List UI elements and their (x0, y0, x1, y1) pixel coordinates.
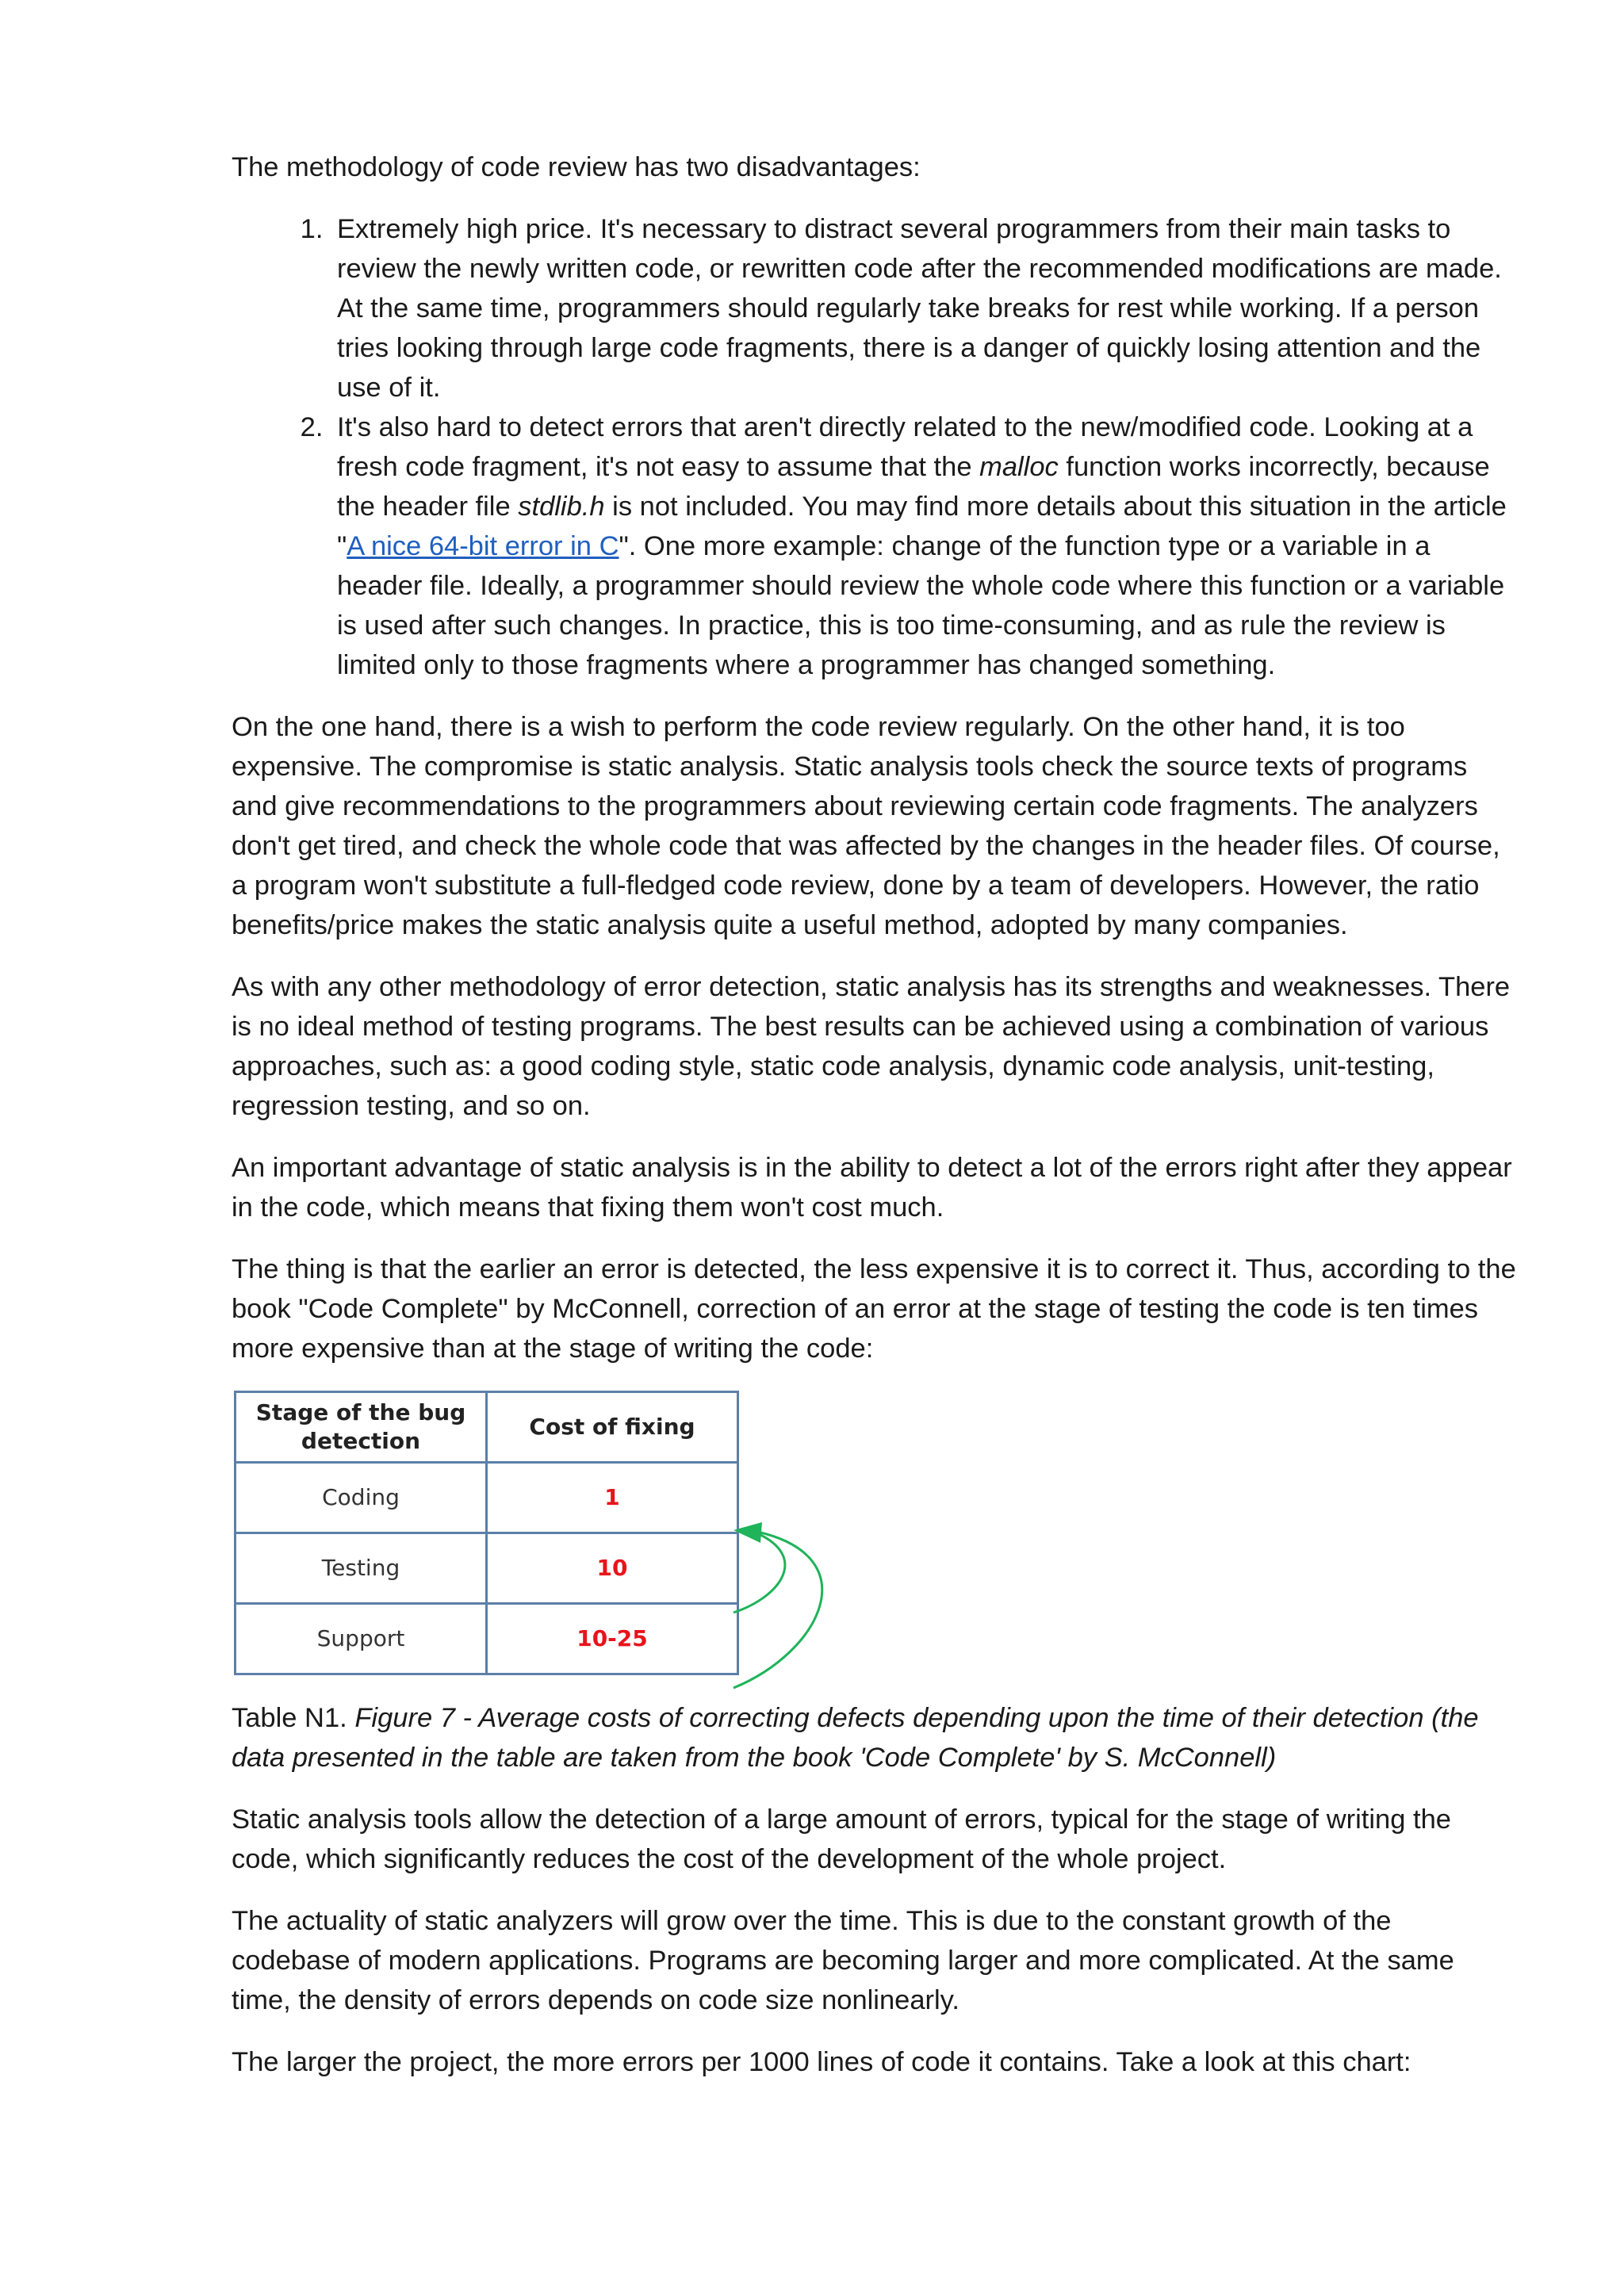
cost-cell: 1 (487, 1463, 738, 1533)
list-text: It's also hard to detect errors that aren't directly related to the new/modified code. Looking at a fresh code fragment, it's not easy to assume that the (337, 412, 1473, 482)
header-cost: Cost of fixing (487, 1392, 738, 1463)
caption-text: Figure 7 - Average costs of correcting defects depending upon the time of their detection (the data presented in the table are taken from the book 'Code Complete' by S. McConnell) (232, 1703, 1479, 1773)
list-text: is not included. You may find more details about this situation in the article " (337, 492, 1507, 561)
cost-cell: 10 (487, 1533, 738, 1604)
arrow-testing-to-coding (733, 1533, 785, 1613)
cost-table-figure (234, 1391, 868, 1678)
arrow-support-to-coding (733, 1532, 822, 1688)
article-link[interactable]: A nice 64-bit error in C (347, 531, 619, 561)
arrowhead-icon (733, 1522, 762, 1543)
paragraph-2: As with any other methodology of error detection, static analysis has its strengths and weaknesses. There is no ideal method of testing programs. The best results can be achieved using a combination of various approaches, such as: a good coding style, static code analysis, dynamic code analysis, unit-testing, regression testing, and so on. (232, 972, 1511, 1121)
document-page (232, 147, 1516, 2104)
header-stage: Stage of the bug detection (236, 1392, 487, 1463)
table-caption (232, 1698, 1516, 1777)
stage-cell: Coding (236, 1463, 487, 1533)
caption-label: Table N1. (232, 1703, 355, 1733)
list-text: ". One more example: change of the function type or a variable in a header file. Ideally, a programmer should review the whole code where this function or a variable is used after such changes. In practice, this is too time-consuming, and as rule the review is limited only to those fragments where a programmer has changed something. (337, 531, 1505, 680)
paragraph-3: An important advantage of static analysis is in the ability to detect a lot of the errors right after they appear in the code, which means that fixing them won't cost much. (232, 1153, 1512, 1223)
paragraph-5: Static analysis tools allow the detection of a large amount of errors, typical for the stage of writing the code, which significantly reduces the cost of the development of the whole project. (232, 1804, 1451, 1874)
paragraph-6: The actuality of static analyzers will grow over the time. This is due to the constant growth of the codebase of modern applications. Programs are becoming larger and more complicated. At the same time, the density of errors depends on code size nonlinearly. (232, 1906, 1454, 2015)
table-row (236, 1463, 738, 1533)
paragraph-7: The larger the project, the more errors per 1000 lines of code it contains. Take a look at this chart: (232, 2047, 1411, 2077)
cost-table (234, 1391, 739, 1675)
table-row (236, 1533, 738, 1604)
paragraph-4: The thing is that the earlier an error is detected, the less expensive it is to correct it. Thus, according to the book "Code Complete" by McConnell, correction of an error at the stage of testing the code is ten times more expensive than at the stage of writing the code: (232, 1254, 1516, 1364)
table-header-row (236, 1392, 738, 1463)
arrows-graphic (733, 1430, 852, 1668)
cost-cell: 10-25 (487, 1604, 738, 1674)
intro-paragraph: The methodology of code review has two disadvantages: (232, 152, 921, 182)
paragraph-1: On the one hand, there is a wish to perform the code review regularly. On the other hand, it is too expensive. The compromise is static analysis. Static analysis tools check the source texts of programs and give recommendations to the programmers about reviewing certain code fragments. The analyzers don't get tired, and check the whole code that was affected by the changes in the header files. Of course, a program won't substitute a full-fledged code review, done by a team of developers. However, the ratio benefits/price makes the static analysis quite a useful method, adopted by many companies. (232, 712, 1500, 940)
malloc-code: malloc (979, 452, 1059, 482)
stage-cell: Support (236, 1604, 487, 1674)
list-item (331, 408, 1516, 685)
stdlib-code: stdlib.h (518, 492, 605, 522)
list-text: function works incorrectly, because the header file (337, 452, 1490, 522)
list-item: 1. Extremely high price. It's necessary to distract several programmers from their main tasks to review the newly written code, or rewritten code after the recommended modifications are made. At the same time, programmers should regularly take breaks for rest while working. If a person tries looking through large code fragments, there is a danger of quickly losing attention and the use of it. (331, 209, 1516, 408)
disadvantages-list (232, 209, 1516, 685)
stage-cell: Testing (236, 1533, 487, 1604)
table-row (236, 1604, 738, 1674)
